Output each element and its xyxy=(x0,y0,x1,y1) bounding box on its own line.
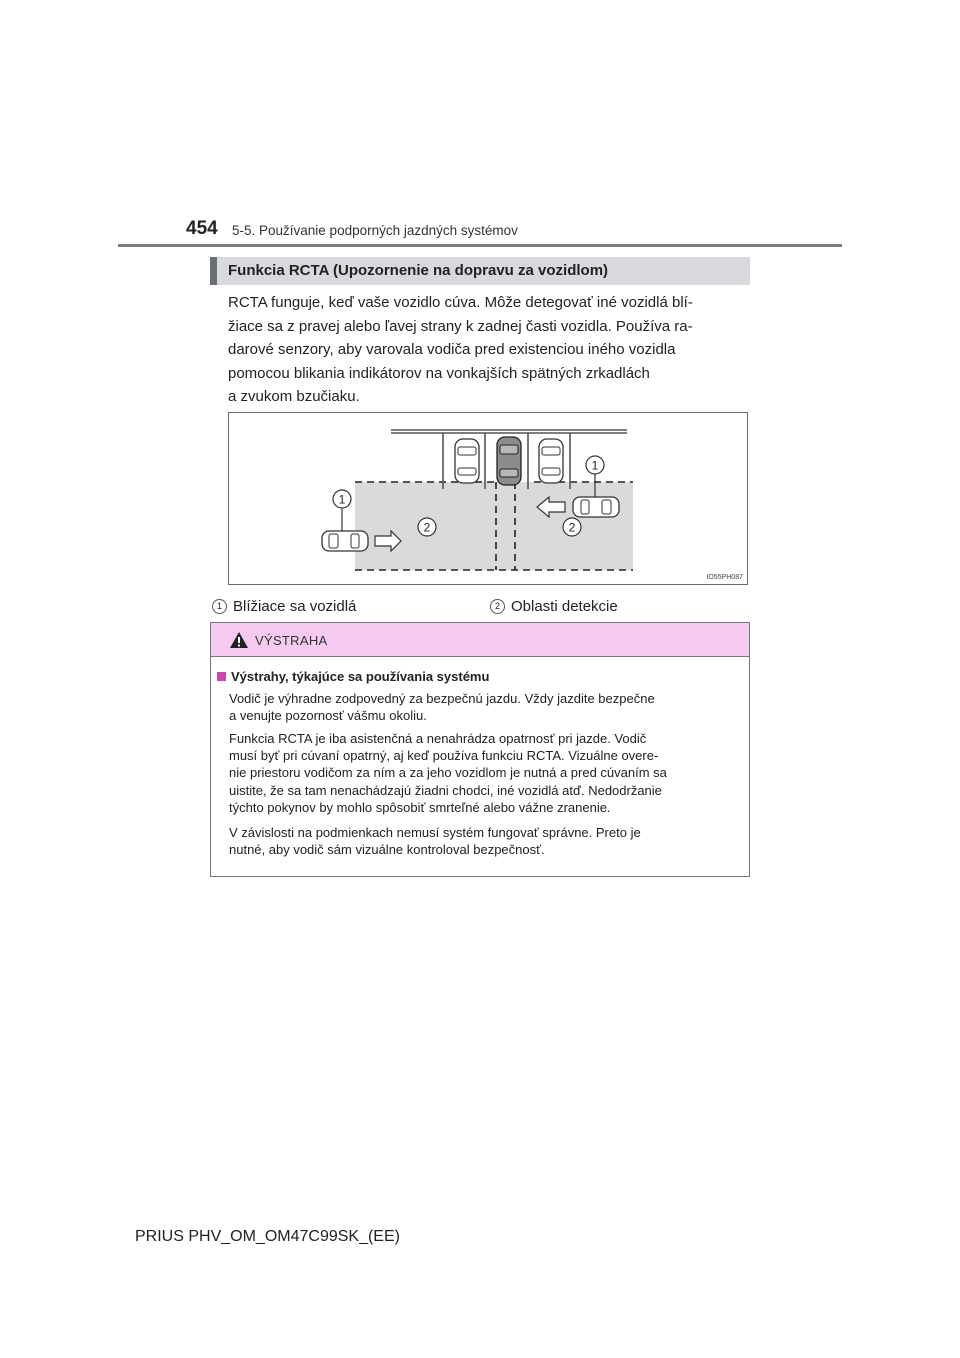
callout-number: 2 xyxy=(568,520,576,535)
body-line: RCTA funguje, keď vaše vozidlo cúva. Môže detegovať iné vozidlá blí- xyxy=(228,294,693,311)
warning-subheading-text: Výstrahy, týkajúce sa používania systému xyxy=(231,669,490,684)
legend-item xyxy=(490,598,618,615)
warning-line: týchto pokynov by mohlo spôsobiť smrteľné alebo vážne zranenie. xyxy=(229,799,611,815)
warning-line: musí byť pri cúvaní opatrný, aj keď používa funkciu RCTA. Vizuálne overe- xyxy=(229,748,659,764)
bullet-square-icon xyxy=(217,672,226,681)
legend-number: 1 xyxy=(212,599,227,614)
body-paragraph xyxy=(228,291,746,409)
body-line: a zvukom bzučiaku. xyxy=(228,388,360,406)
callout-number: 1 xyxy=(591,458,599,473)
warning-label: VÝSTRAHA xyxy=(255,633,328,648)
warning-line: a venujte pozornosť vášmu okoliu. xyxy=(229,708,427,724)
warning-line: nie priestoru vodičom za ním a za jeho vozidlom je nutná a pred cúvaním sa xyxy=(229,765,667,781)
warning-line: nutné, aby vodič sám vizuálne kontroloval bezpečnosť. xyxy=(229,842,545,858)
legend-number: 2 xyxy=(490,599,505,614)
section-heading: Funkcia RCTA (Upozornenie na dopravu za vozidlom) xyxy=(228,262,609,279)
footer-document-code: PRIUS PHV_OM_OM47C99SK_(EE) xyxy=(135,1228,400,1245)
body-line: žiace sa z pravej alebo ľavej strany k zadnej časti vozidla. Používa ra- xyxy=(228,317,693,335)
header-divider xyxy=(118,244,842,247)
parking-diagram xyxy=(229,413,747,584)
legend-item xyxy=(212,598,356,615)
warning-paragraph xyxy=(229,824,741,858)
callout-number: 2 xyxy=(423,520,431,535)
own-vehicle-reversing xyxy=(497,437,521,485)
warning-header xyxy=(211,623,749,657)
warning-paragraph xyxy=(229,690,741,724)
warning-line: uistite, že sa tam nenachádzajú žiadni chodci, iné vozidlá atď. Nedodržanie xyxy=(229,782,662,798)
section-title: 5-5. Používanie podporných jazdných systémov xyxy=(232,223,518,238)
callout-number: 1 xyxy=(338,492,346,507)
warning-box xyxy=(210,622,750,877)
warning-line: Vodič je výhradne zodpovedný za bezpečnú jazdu. Vždy jazdite bezpečne xyxy=(229,691,655,706)
warning-triangle-icon xyxy=(229,631,249,649)
figure-code: IO55PH087 xyxy=(706,574,743,581)
warning-line: Funkcia RCTA je iba asistenčná a nenahrádza opatrnosť pri jazde. Vodič xyxy=(229,731,647,746)
legend-label: Oblasti detekcie xyxy=(511,598,618,615)
legend-label: Blížiace sa vozidlá xyxy=(233,598,357,615)
rcta-illustration xyxy=(228,412,748,585)
section-heading-bar xyxy=(210,257,750,285)
warning-paragraph xyxy=(229,730,741,816)
approaching-vehicle-right xyxy=(573,497,619,517)
approaching-vehicle-left xyxy=(322,531,368,551)
warning-line: V závislosti na podmienkach nemusí systém fungovať správne. Preto je xyxy=(229,825,641,840)
parked-car-1 xyxy=(455,439,479,483)
body-line: darové senzory, aby varovala vodiča pred existenciou iného vozidla xyxy=(228,341,676,359)
warning-subheading xyxy=(217,669,489,684)
page-number: 454 xyxy=(186,218,218,239)
body-line: pomocou blikania indikátorov na vonkajších spätných zrkadlách xyxy=(228,364,650,382)
parked-car-2 xyxy=(539,439,563,483)
